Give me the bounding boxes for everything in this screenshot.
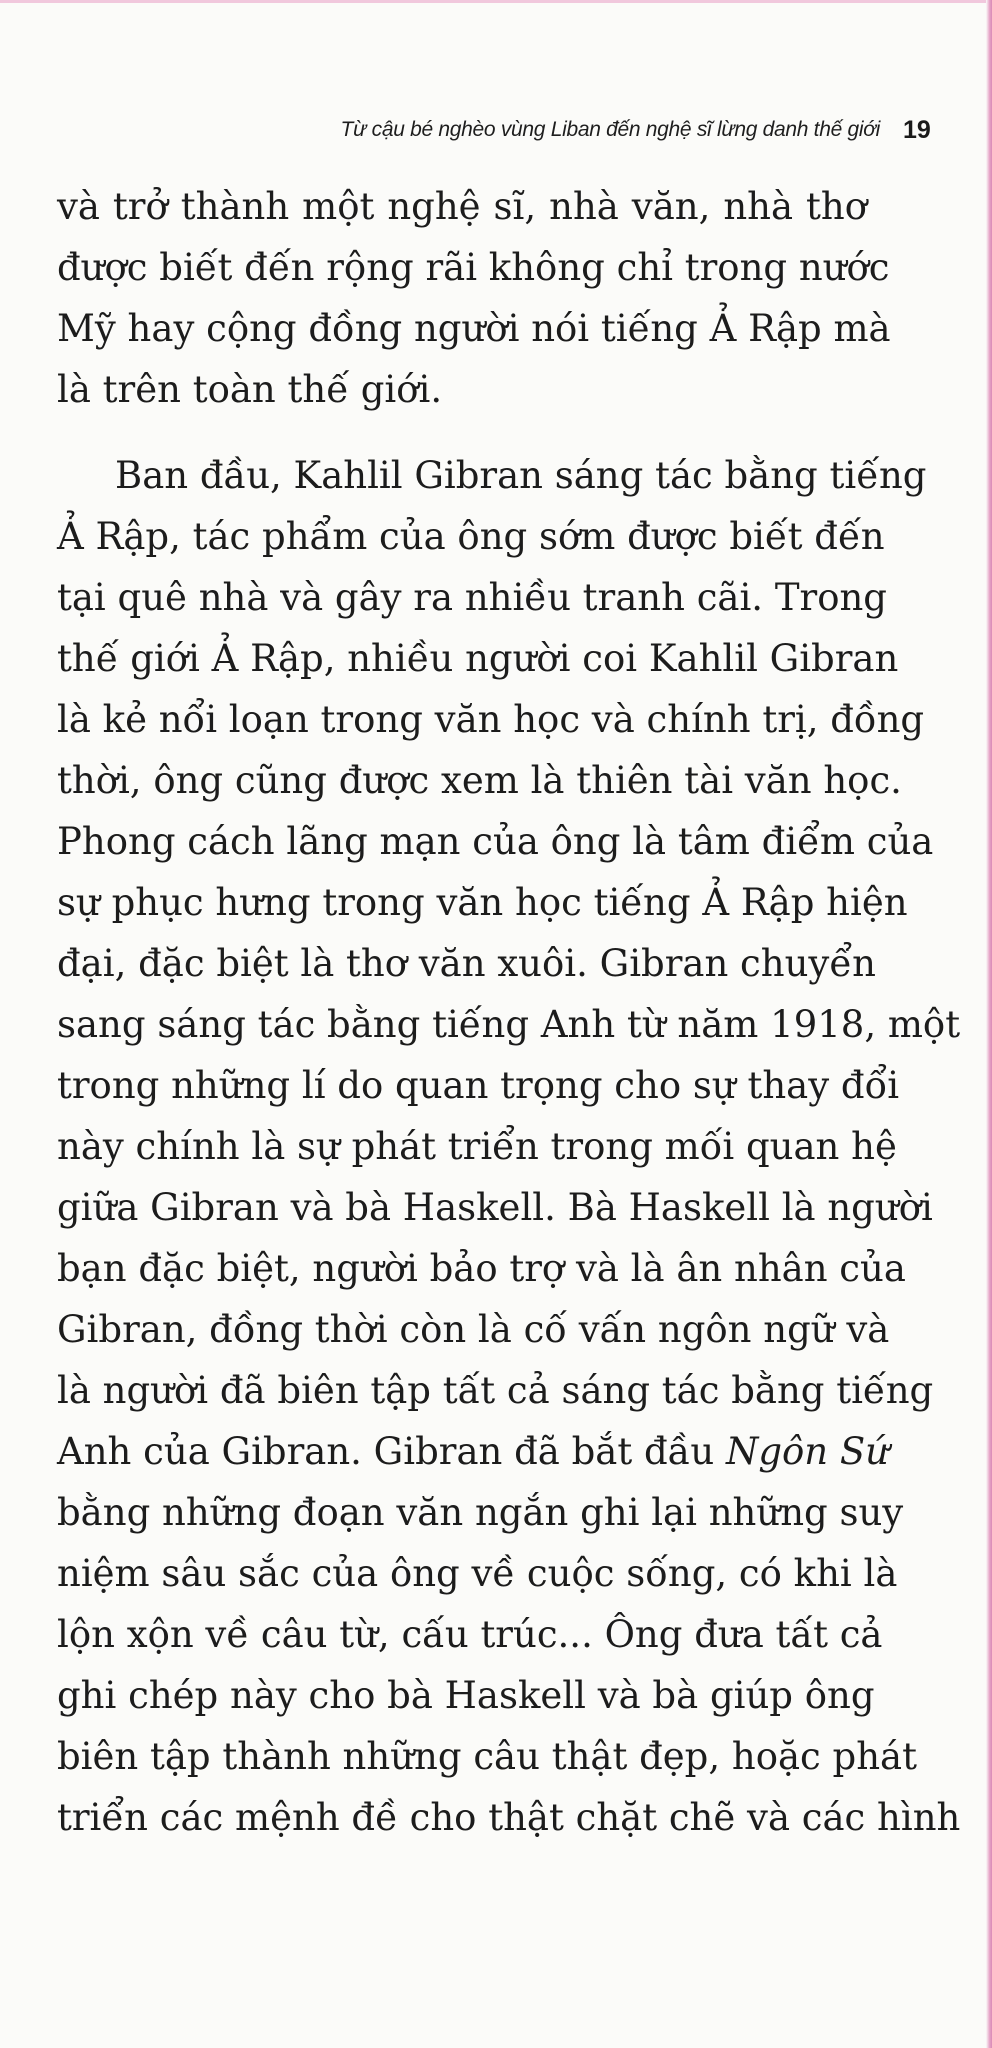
text-line: thời, ông cũng được xem là thiên tài văn học. <box>57 759 902 802</box>
text-line: này chính là sự phát triển trong mối quan hệ <box>57 1125 897 1168</box>
text-line: bạn đặc biệt, người bảo trợ và là ân nhân của <box>57 1247 906 1290</box>
text-line: là người đã biên tập tất cả sáng tác bằng tiếng <box>57 1369 934 1412</box>
text-line: lộn xộn về câu từ, cấu trúc... Ông đưa tất cả <box>57 1613 883 1656</box>
text-line: đại, đặc biệt là thơ văn xuôi. Gibran chuyển <box>57 942 876 985</box>
paragraph-gap <box>57 420 867 445</box>
text-line: sang sáng tác bằng tiếng Anh từ năm 1918, một <box>57 1003 961 1046</box>
text-line: là kẻ nổi loạn trong văn học và chính trị, đồng <box>57 698 925 741</box>
text-line: bằng những đoạn văn ngắn ghi lại những suy <box>57 1491 904 1534</box>
text-line: biên tập thành những câu thật đẹp, hoặc phát <box>57 1735 917 1778</box>
text-line <box>57 1421 890 1482</box>
text-line-start: Anh của Gibran. Gibran đã bắt đầu <box>57 1430 715 1473</box>
text-line: thế giới Ả Rập, nhiều người coi Kahlil Gibran <box>57 637 899 680</box>
body-text <box>57 176 961 1848</box>
text-line: ghi chép này cho bà Haskell và bà giúp ông <box>57 1674 875 1717</box>
text-line: Phong cách lãng mạn của ông là tâm điểm của <box>57 820 934 863</box>
text-line: được biết đến rộng rãi không chỉ trong nước <box>57 246 890 289</box>
text-line: Gibran, đồng thời còn là cố vấn ngôn ngữ và <box>57 1308 890 1351</box>
text-line: và trở thành một nghệ sĩ, nhà văn, nhà thơ <box>57 185 867 228</box>
text-line: tại quê nhà và gây ra nhiều tranh cãi. Trong <box>57 576 887 619</box>
book-title-ngon-su: Ngôn Sứ <box>725 1430 890 1473</box>
text-line: Ả Rập, tác phẩm của ông sớm được biết đến <box>57 515 885 558</box>
text-line: Mỹ hay cộng đồng người nói tiếng Ả Rập mà <box>57 307 891 350</box>
page-right-edge <box>986 0 992 2048</box>
running-header: Từ cậu bé nghèo vùng Liban đến nghệ sĩ lừng danh thế giới <box>340 118 880 141</box>
text-line: sự phục hưng trong văn học tiếng Ả Rập hiện <box>57 881 908 924</box>
text-line: là trên toàn thế giới. <box>57 368 443 411</box>
page-top-edge <box>0 0 992 3</box>
text-line: giữa Gibran và bà Haskell. Bà Haskell là người <box>57 1186 933 1229</box>
text-line: Ban đầu, Kahlil Gibran sáng tác bằng tiếng <box>115 454 927 497</box>
text-line: niệm sâu sắc của ông về cuộc sống, có khi là <box>57 1552 898 1595</box>
text-line: triển các mệnh đề cho thật chặt chẽ và các hình <box>57 1796 961 1839</box>
page-number: 19 <box>903 116 931 144</box>
text-line: trong những lí do quan trọng cho sự thay đổi <box>57 1064 900 1107</box>
